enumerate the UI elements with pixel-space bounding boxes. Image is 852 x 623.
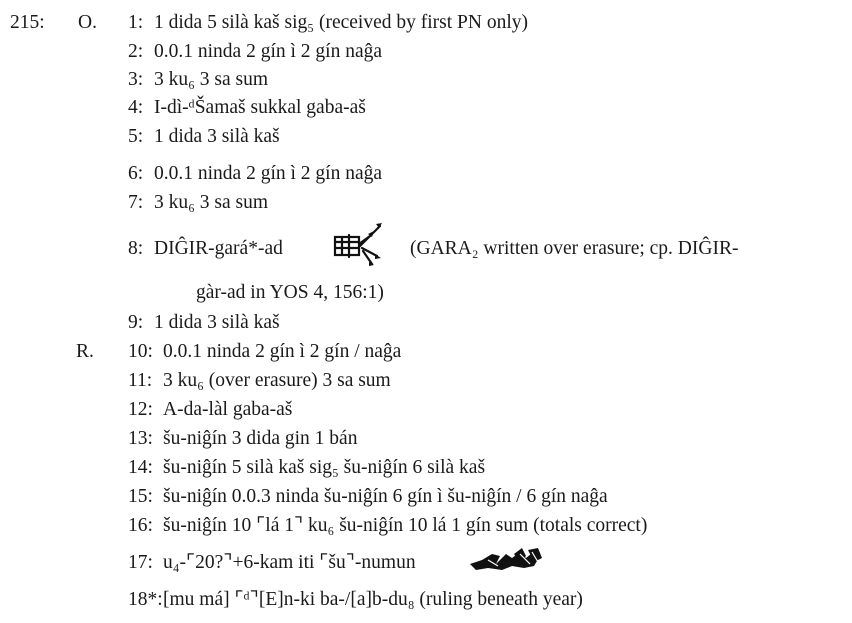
entry-number: 215:	[10, 12, 45, 33]
line-number-7: 7:	[128, 192, 144, 213]
line-text-12: A-da-làl gaba-aš	[163, 399, 293, 420]
line-number-9: 9:	[128, 312, 144, 333]
line-number-12: 12:	[128, 399, 153, 420]
line-text-11: 3 ku₆ (over erasure) 3 sa sum	[163, 370, 391, 391]
line-text-5: 1 dida 3 silà kaš	[154, 126, 280, 147]
line-text-13: šu-niĝín 3 dida gin 1 bán	[163, 428, 358, 449]
line-text-10: 0.0.1 ninda 2 gín ì 2 gín / naĝa	[163, 341, 402, 362]
line-number-1: 1:	[128, 12, 144, 33]
line-number-8: 8:	[128, 238, 144, 259]
line-number-13: 13:	[128, 428, 153, 449]
line-text-16: šu-niĝín 10 ⌜lá 1⌝ ku₆ šu-niĝín 10 lá 1 gín sum (totals correct)	[163, 515, 648, 536]
line-text-9: 1 dida 3 silà kaš	[154, 312, 280, 333]
line-number-4: 4:	[128, 97, 144, 118]
line-number-2: 2:	[128, 41, 144, 62]
line-number-15: 15:	[128, 486, 153, 507]
line-number-10: 10:	[128, 341, 153, 362]
cuneiform-gara-icon	[332, 222, 384, 266]
line-text-18: [mu má] ⌜ᵈ⌝[E]n-ki ba-/[a]b-du₈ (ruling beneath year)	[163, 589, 583, 610]
side-obverse: O.	[78, 12, 97, 33]
line-text-3: 3 ku₆ 3 sa sum	[154, 69, 269, 90]
line-text-17: u₄-⌜20?⌝+6-kam iti ⌜šu⌝-numun	[163, 552, 416, 573]
line-text-14: šu-niĝín 5 silà kaš sig₅ šu-niĝín 6 silà kaš	[163, 457, 486, 478]
line-number-17: 17:	[128, 552, 153, 573]
line-number-5: 5:	[128, 126, 144, 147]
side-reverse: R.	[76, 341, 94, 362]
line-text-1: 1 dida 5 silà kaš sig₅ (received by first PN only)	[154, 12, 528, 33]
line-number-6: 6:	[128, 163, 144, 184]
line-text-2: 0.0.1 ninda 2 gín ì 2 gín naĝa	[154, 41, 383, 62]
line-text-15: šu-niĝín 0.0.3 ninda šu-niĝín 6 gín ì šu-niĝín / 6 gín naĝa	[163, 486, 608, 507]
erased-sign-icon	[468, 544, 548, 574]
line-text-7: 3 ku₆ 3 sa sum	[154, 192, 269, 213]
line-number-11: 11:	[128, 370, 153, 391]
line-text-6: 0.0.1 ninda 2 gín ì 2 gín naĝa	[154, 163, 383, 184]
line-8-continuation: gàr-ad in YOS 4, 156:1)	[196, 282, 384, 303]
line-number-16: 16:	[128, 515, 153, 536]
line-number-14: 14:	[128, 457, 153, 478]
line-8-note: (GARA₂ written over erasure; cp. DIĜIR-	[410, 238, 739, 259]
line-number-18: 18*:	[128, 589, 163, 610]
line-text-4: I-dì-ᵈŠamaš sukkal gaba-aš	[154, 97, 366, 118]
line-text-8: DIĜIR-gará*-ad	[154, 238, 283, 259]
line-number-3: 3:	[128, 69, 144, 90]
